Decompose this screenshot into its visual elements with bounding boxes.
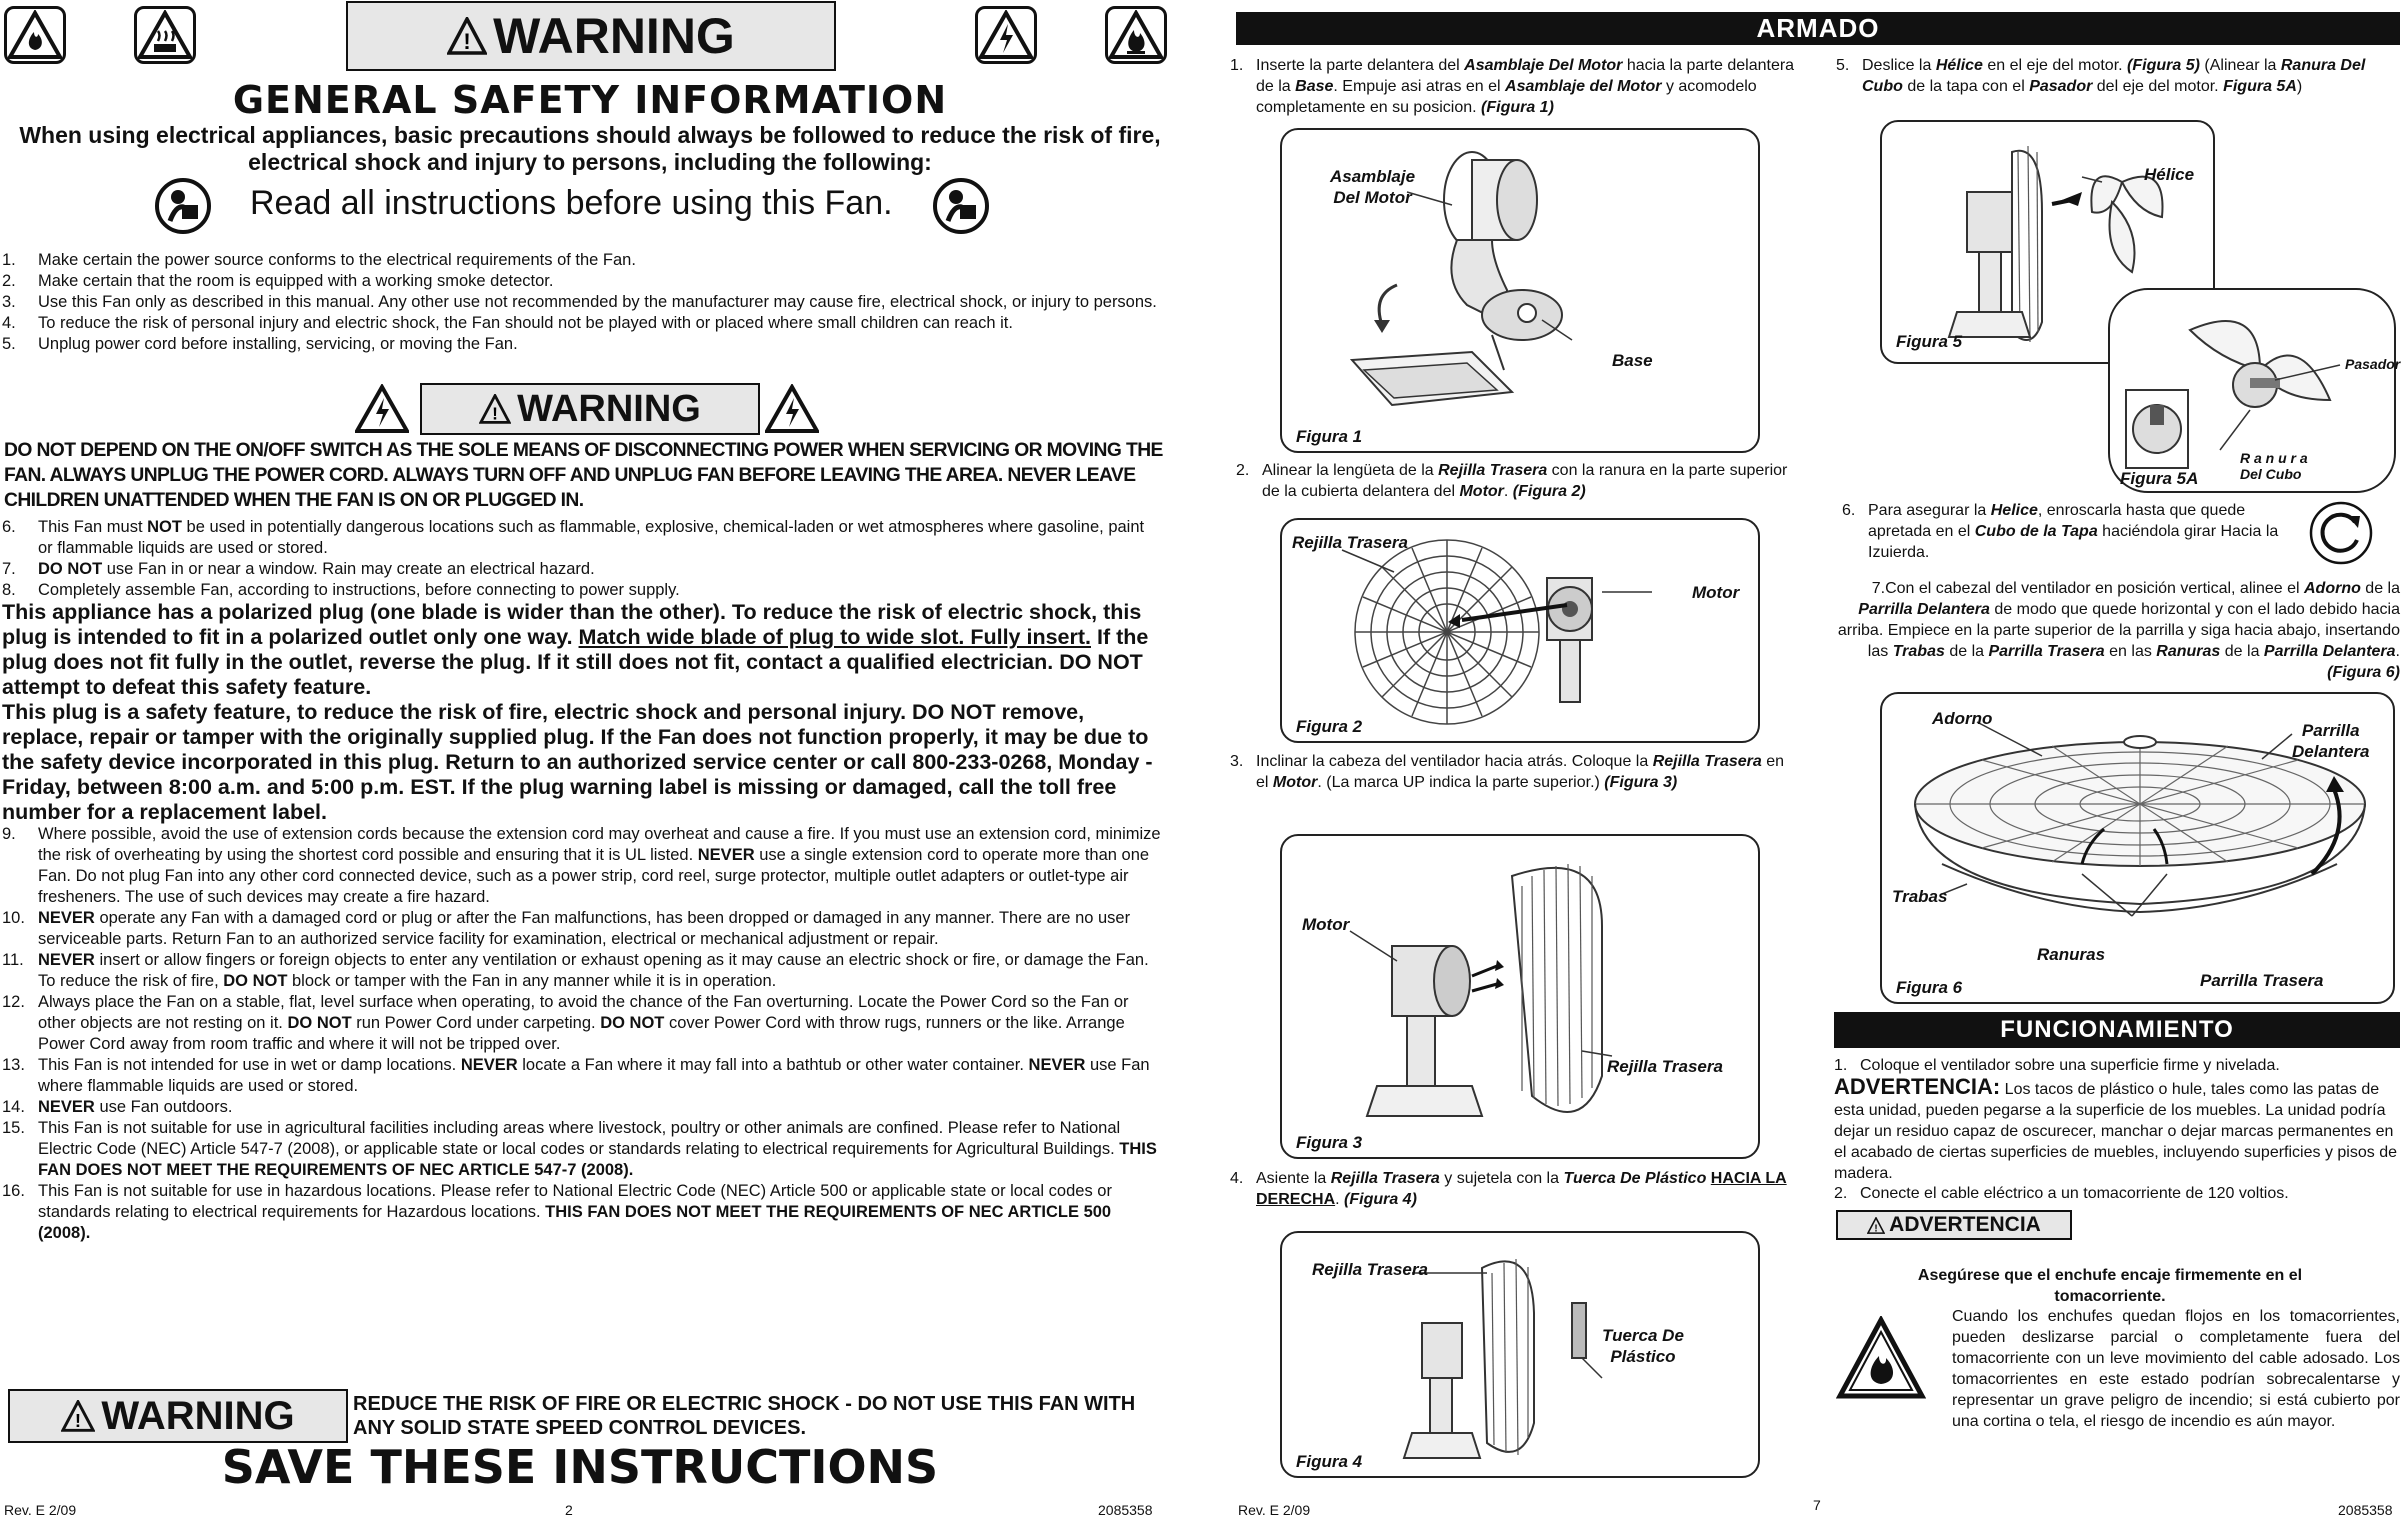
- disconnect-warning: DO NOT DEPEND ON THE ON/OFF SWITCH AS THE SOLE MEANS OF DISCONNECTING POWER WHEN SERVICING OR MOVING THE FAN. ALWAYS UNPLUG THE POWER CORD. ALWAYS TURN OFF AND UNPLUG FAN BEFORE LEAVING THE AREA. NEVER LEAVE CHILDREN UNATTENDED WHEN THE FAN IS ON OR PLUGGED IN.: [4, 440, 1163, 511]
- list-item: 14. NEVER use Fan outdoors.: [2, 1098, 233, 1116]
- warning-banner-middle: [420, 383, 760, 435]
- callout-rejilla-trasera: Rejilla Trasera: [1312, 1260, 1428, 1279]
- safety-list-b: [2, 517, 1162, 601]
- list-item: 13. This Fan is not intended for use in wet or damp locations. NEVER locate a Fan where it may fall into a bathtub or other water container. NEVER use Fan where flammable liquids are used or stored.: [2, 1056, 1150, 1095]
- warning-label: WARNING: [517, 387, 701, 430]
- rotate-left-icon: [2308, 500, 2374, 571]
- rear-grille-drawing: [1282, 520, 1762, 745]
- func-step-1: 1. Coloque el ventilador sobre una superficie firme y nivelada.: [1834, 1057, 2280, 1074]
- safety-list-a: [2, 250, 1162, 355]
- step-6: 6. Para asegurar la Helice, enroscarla hasta que quede apretada en el Cubo de la Tapa haciéndola girar Hacia la Izuierda.: [1842, 502, 2279, 561]
- footer-page: 7: [1813, 1497, 1821, 1513]
- warning-banner-top: [346, 1, 836, 71]
- safety-list-c: [2, 824, 1164, 1244]
- fire-warning-icon: [1836, 1316, 1926, 1407]
- list-item: 11. NEVER insert or allow fingers or foreign objects to enter any ventilation or exhaust opening as it may cause an electric shock or fire, or damage the Fan. To reduce the risk of fire, DO NOT block or tamper with the Fan in any manner while it is in operation.: [2, 951, 1149, 990]
- solid-state-warning: REDUCE THE RISK OF FIRE OR ELECTRIC SHOCK - DO NOT USE THIS FAN WITH ANY SOLID STATE SPEED CONTROL DEVICES.: [353, 1393, 1136, 1439]
- electric-shock-icon-3: [765, 384, 819, 439]
- callout-parrilla: Parrilla: [2301, 721, 2360, 740]
- callout-pasador: Pasador: [2345, 356, 2401, 372]
- step-1: 1. Inserte la parte delantera del Asamblaje Del Motor hacia la parte delantera de la Base. Empuje asi atras en el Asamblaje del Motor y acomodelo completamente en su posicion. (Figura 1): [1230, 57, 1795, 116]
- caution-triangle-icon: [447, 17, 487, 55]
- callout-motor: Motor: [1302, 915, 1350, 934]
- electric-shock-icon: [975, 6, 1037, 64]
- footer-page: 2: [565, 1502, 573, 1518]
- figure-6: [1880, 692, 2395, 1004]
- callout-rejilla-trasera: Rejilla Trasera: [1607, 1057, 1723, 1076]
- callout-asamblaje: Asamblaje: [1330, 167, 1416, 186]
- read-all-instructions: Read all instructions before using this Fan.: [250, 184, 893, 222]
- save-instructions: SAVE THESE INSTRUCTIONS: [221, 1440, 939, 1494]
- list-item: 2. Make certain that the room is equipped with a working smoke detector.: [2, 272, 554, 290]
- warning-label: WARNING: [493, 8, 735, 64]
- step-2: 2. Alinear la lengüeta de la Rejilla Trasera con la ranura en la parte superior de la cubierta delantera del Motor. (Figura 2): [1236, 462, 1788, 500]
- enchufe-heading: Asegúrese que el enchufe encaje firmemente en el tomacorriente.: [1917, 1267, 2303, 1305]
- callout-rejilla-trasera: Rejilla Trasera: [1292, 533, 1408, 552]
- list-item: 5. Unplug power cord before installing, servicing, or moving the Fan.: [2, 335, 518, 353]
- figure-label: Figura 6: [1896, 978, 1963, 997]
- svg-text:!: !: [463, 29, 471, 54]
- svg-text:!: !: [492, 403, 499, 424]
- func-step-2: 2. Conecte el cable eléctrico a un tomacorriente de 120 voltios.: [1834, 1185, 2289, 1202]
- fire-icon: [1105, 6, 1167, 64]
- callout-trabas: Trabas: [1892, 887, 1948, 906]
- flammable-icon: [4, 6, 66, 64]
- footer-rev: Rev. E 2/09: [4, 1502, 77, 1518]
- list-item: 4. To reduce the risk of personal injury and electric shock, the Fan should not be played with or placed where small children can reach it.: [2, 314, 1013, 332]
- subtitle: When using electrical appliances, basic precautions should always be followed to reduce the risk of fire, electrical shock and injury to persons, including the following:: [19, 122, 1161, 175]
- callout-del-cubo: Del Cubo: [2240, 466, 2302, 482]
- callout-ranura: R a n u r a: [2240, 450, 2308, 466]
- section-funcionamiento: FUNCIONAMIENTO: [1834, 1012, 2400, 1048]
- callout-ranuras: Ranuras: [2037, 945, 2106, 964]
- figure-label: Figura 5A: [2120, 469, 2199, 488]
- figure-5a: [2108, 288, 2401, 493]
- footer-code: 2085358: [2338, 1502, 2393, 1518]
- figure-1: [1280, 128, 1760, 453]
- right-page: [1230, 0, 2403, 1525]
- callout-plastico: Plástico: [1610, 1347, 1676, 1366]
- step-7: 7.Con el cabezal del ventilador en posición vertical, alinee el Adorno de la Parrilla Delantera de modo que quede horizontal y con el lado debido hacia arriba. Empiece en la parte superior de la parrilla y siga hacia abajo, insertando las Trabas de la Parrilla Trasera en las Ranuras de la Parrilla Delantera. (Figura 6): [1837, 580, 2400, 681]
- figure-2: [1280, 518, 1760, 743]
- page-title: GENERAL SAFETY INFORMATION: [232, 78, 948, 122]
- advertencia-label: ADVERTENCIA: [1889, 1213, 2041, 1236]
- polarized-plug-text: This appliance has a polarized plug (one blade is wider than the other). To reduce the risk of electric shock, this plug is intended to fit in a polarized outlet only one way. Match wide blade of plug to wide slot. Fully insert. If the plug does not fit fully in the outlet, reverse the plug. If it still does not fit, contact a qualified electrician. DO NOT attempt to defeat this safety feature.: [2, 600, 1149, 699]
- fan-tilt-drawing: [1282, 836, 1762, 1161]
- callout-helice: Hélice: [2144, 165, 2195, 184]
- step-5: 5. Deslice la Hélice en el eje del motor. (Figura 5) (Alinear la Ranura Del Cubo de la tapa con el Pasador del eje del motor. Figura 5A): [1836, 57, 2366, 95]
- list-item: 6. This Fan must NOT be used in potentially dangerous locations such as flammable, explosive, chemical-laden or wet atmospheres where gasoline, paint or flammable liquids are used or stored.: [2, 518, 1145, 557]
- left-page: [0, 0, 1180, 1525]
- list-item: 15. This Fan is not suitable for use in agricultural facilities including areas where livestock, poultry or other animals are confined. Please refer to National Electric Code (NEC) Article 547-7 (2008), or applicable state or local codes or standards relating to electrical requirements for Agricultural Buildings. THIS FAN DOES NOT MEET THE REQUIREMENTS OF NEC ARTICLE 547-7 (2008).: [2, 1119, 1157, 1179]
- list-item: 10. NEVER operate any Fan with a damaged cord or plug or after the Fan malfunctions, has been dropped or damaged in any manner. There are no user serviceable parts. Return Fan to an authorized service facility for examination, electrical or mechanical adjustment or repair.: [2, 909, 1131, 948]
- callout-tuerca: Tuerca De: [1602, 1326, 1684, 1345]
- callout-delantera: Delantera: [2292, 742, 2370, 761]
- section-armado: ARMADO: [1236, 12, 2400, 45]
- list-item: 3. Use this Fan only as described in this manual. Any other use not recommended by the manufacturer may cause fire, electrical shock, or injury to persons.: [2, 293, 1157, 311]
- svg-text:!: !: [75, 1409, 82, 1431]
- figure-label: Figura 5: [1896, 332, 1963, 351]
- list-item: 1. Make certain the power source conforms to the electrical requirements of the Fan.: [2, 251, 636, 269]
- list-item: 7. DO NOT use Fan in or near a window. Rain may create an electrical hazard.: [2, 560, 595, 578]
- step-4: 4. Asiente la Rejilla Trasera y sujetela con la Tuerca De Plástico HACIA LA DERECHA. (Figura 4): [1230, 1170, 1787, 1208]
- advertencia-text: ADVERTENCIA: Los tacos de plástico o hule, tales como las patas de esta unidad, pueden pegarse a la superficie de los muebles. La unidad podría dejar un residuo capaz de oscurecer, manchar o dejar marcas permanentes en el acabado de ciertas superficies de muebles, incluyendo superficies y pisos de madera.: [1834, 1074, 2397, 1182]
- plug-safety-text: This plug is a safety feature, to reduce the risk of fire, electric shock and personal injury. DO NOT remove, replace, repair or tamper with the originally supplied plug. If the Fan does not function properly, it may be due to the safety device incorporated in this plug. Return to an authorized service center or call 800-233-0268, Monday - Friday, between 8:00 a.m. and 5:00 p.m. EST. If the plug warning label is missing or damaged, call the toll free number for a replacement label.: [2, 700, 1153, 824]
- callout-motor: Motor: [1692, 583, 1740, 602]
- warning-label: WARNING: [101, 1393, 295, 1438]
- read-manual-icon-right: [930, 177, 992, 240]
- figure-label: Figura 2: [1296, 717, 1363, 736]
- figure-label: Figura 1: [1296, 427, 1363, 446]
- callout-adorno: Adorno: [1932, 709, 1993, 728]
- list-item: 16. This Fan is not suitable for use in hazardous locations. Please refer to National Electric Code (NEC) Article 500 or applicable state or local codes or standards relating to electrical requirements for Hazardous locations. THIS FAN DOES NOT MEET THE REQUIREMENTS OF NEC ARTICLE 500 (2008).: [2, 1182, 1112, 1242]
- hot-surface-icon: [134, 6, 196, 64]
- callout-del-motor: Del Motor: [1333, 188, 1412, 207]
- callout-parrilla-trasera: Parrilla Trasera: [2200, 971, 2324, 990]
- svg-text:!: !: [1874, 1222, 1878, 1234]
- advertencia-box: [1836, 1210, 2072, 1240]
- footer-rev: Rev. E 2/09: [1238, 1502, 1311, 1518]
- figure-4: [1280, 1231, 1760, 1478]
- warning-banner-bottom: [8, 1389, 348, 1443]
- figure-label: Figura 4: [1296, 1452, 1363, 1471]
- footer-code: 2085358: [1098, 1502, 1153, 1518]
- read-manual-icon: [152, 177, 214, 240]
- list-item: 12. Always place the Fan on a stable, flat, level surface when operating, to avoid the chance of the Fan overturning. Locate the Power Cord so the Fan or other objects are not resting on it. DO NOT run Power Cord under carpeting. DO NOT cover Power Cord with throw rugs, runners or the like. Arrange Power Cord away from room traffic and where it will not be tripped over.: [2, 993, 1129, 1053]
- list-item: 9. Where possible, avoid the use of extension cords because the extension cord may overheat and cause a fire. If you must use an extension cord, minimize the risk of overheating by using the shortest cord possible and ensuring that it is UL listed. NEVER use a single extension cord to operate more than one Fan. Do not plug Fan into any other cord connected device, such as a power strip, cord reel, surge protector, multiple outlet adapters or outlet-type air fresheners. The use of such devices may create a fire hazard.: [2, 825, 1161, 906]
- list-item: 8. Completely assemble Fan, according to instructions, before connecting to power supply.: [2, 581, 680, 599]
- figure-label: Figura 3: [1296, 1133, 1363, 1152]
- callout-base: Base: [1612, 351, 1653, 370]
- enchufe-body: Cuando los enchufes quedan flojos en los tomacorrientes, pueden deslizarse parcial o completamente fuera del tomacorriente con un leve movimiento del cable adosado. Los tomacorrientes en este estado podrían sobrecalentarse y representar un grave peligro de incendio; si está cubierto por una cortina o tela, el riesgo de incendio es aún mayor.: [1952, 1308, 2400, 1430]
- figure-3: [1280, 834, 1760, 1159]
- electric-shock-icon-2: [355, 384, 409, 439]
- step-3: 3. Inclinar la cabeza del ventilador hacia atrás. Coloque la Rejilla Trasera en el Motor. (La marca UP indica la parte superior.) (Figura 3): [1230, 753, 1785, 791]
